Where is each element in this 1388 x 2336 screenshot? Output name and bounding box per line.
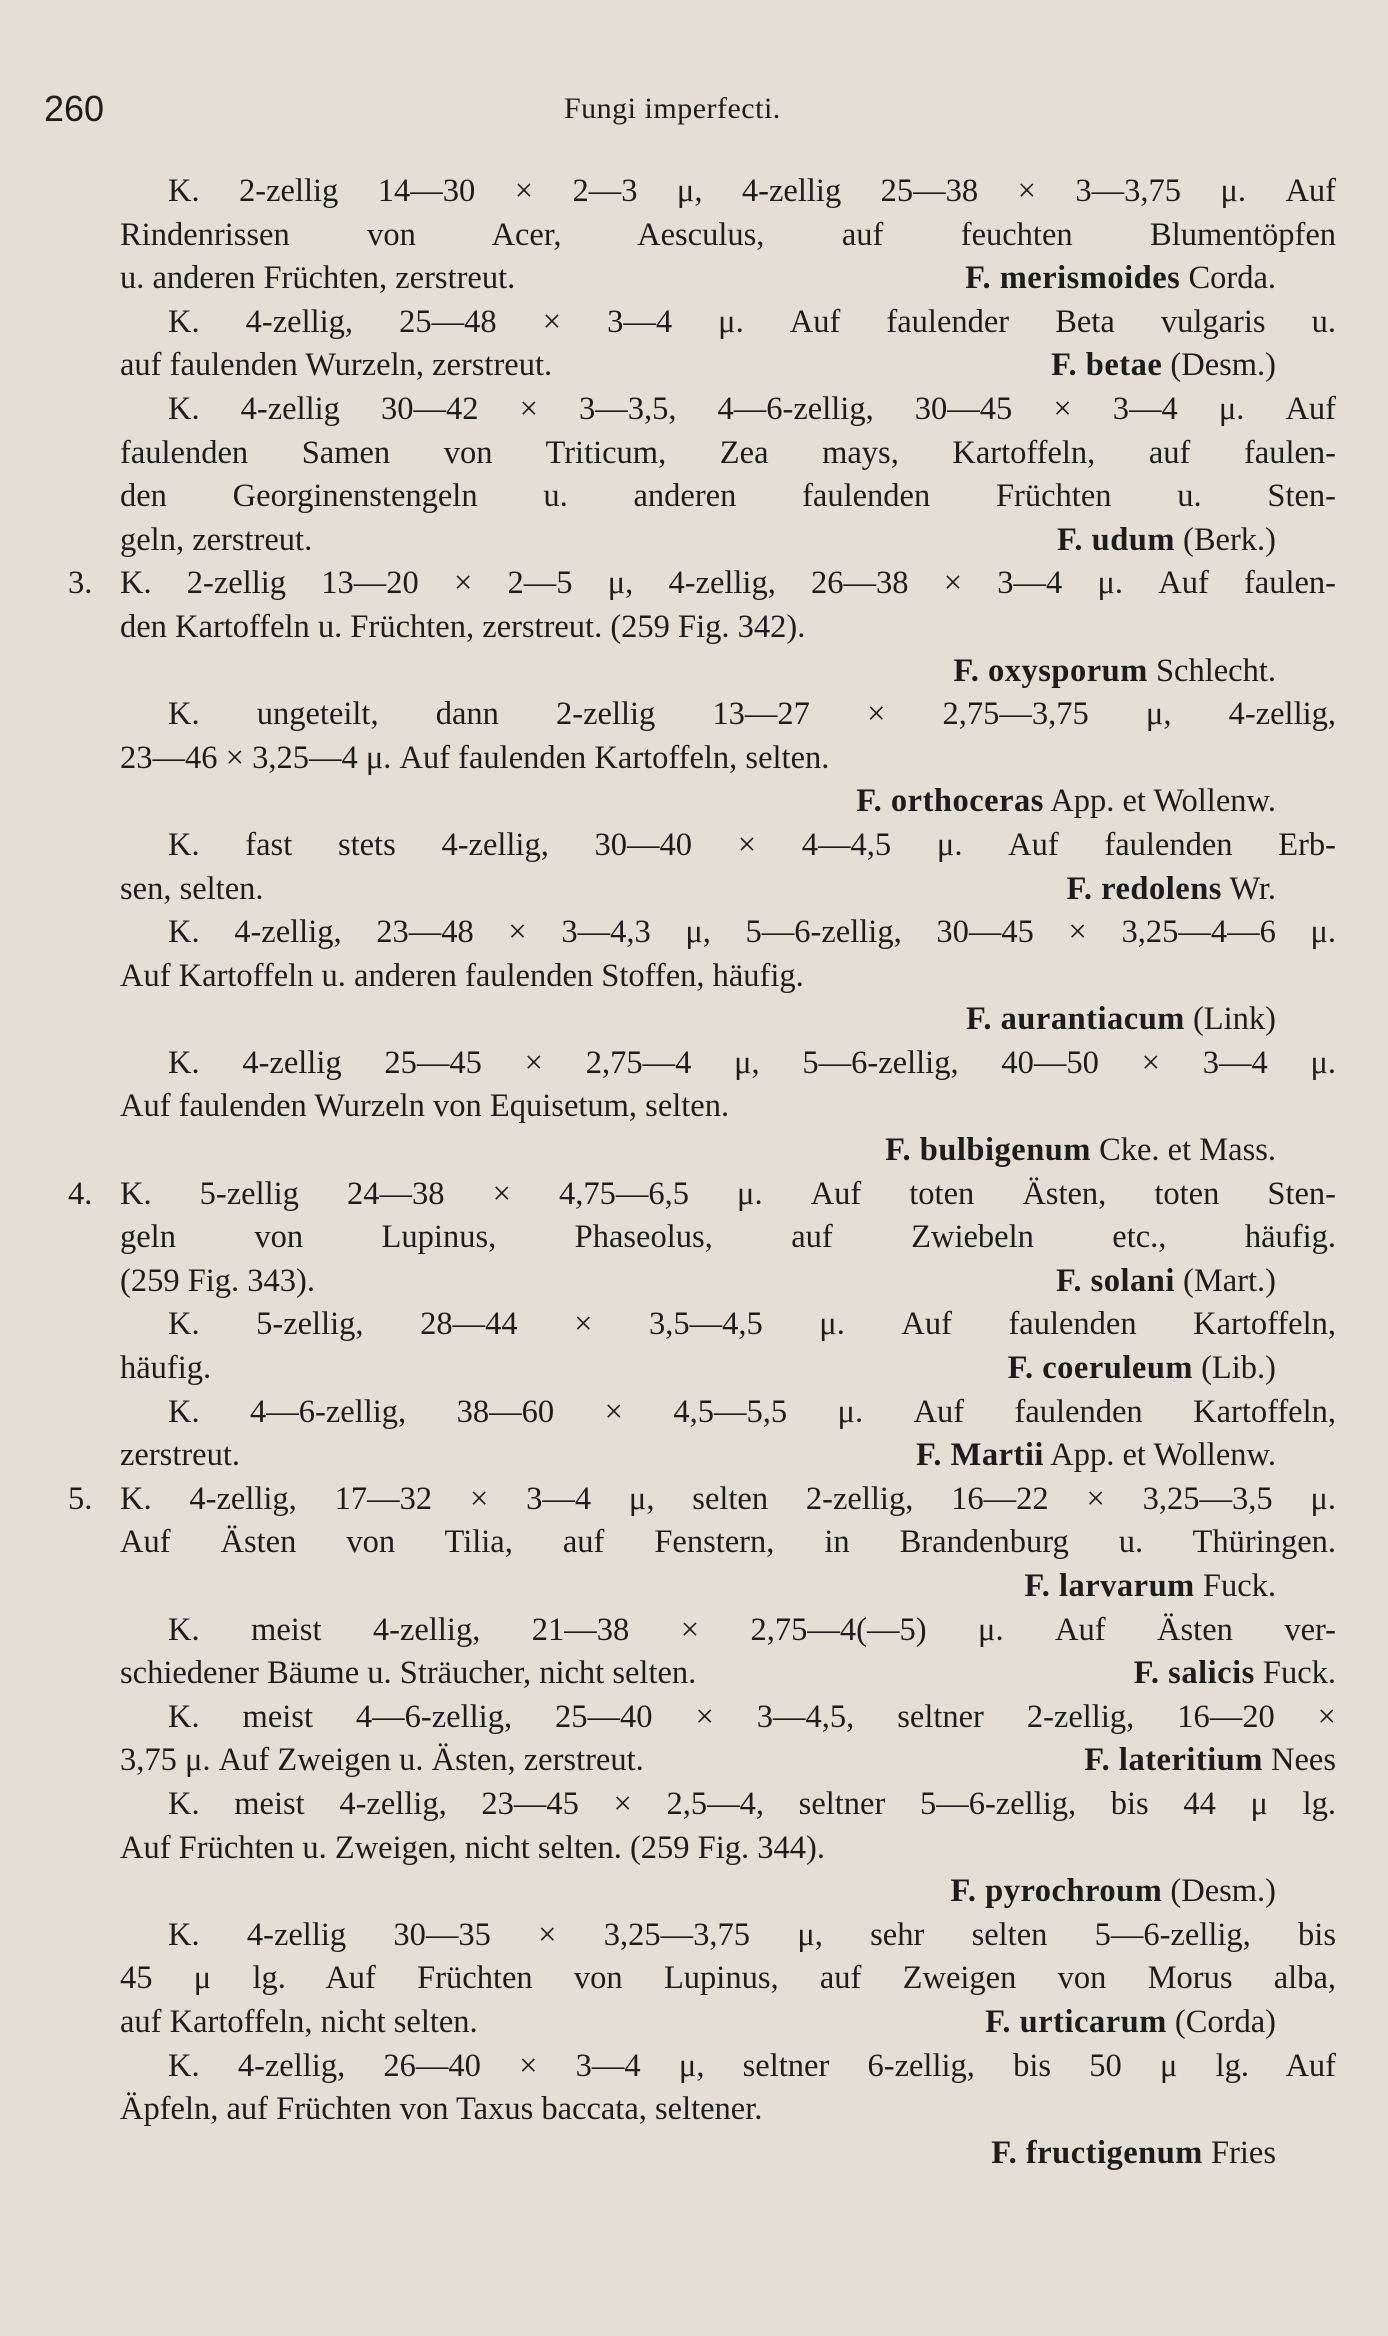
species-citation — [985, 2001, 1336, 2045]
line-text: K. 5-zellig, 28—44 × 3,5—4,5 μ. Auf faulenden Kartoffeln, — [168, 1306, 1336, 1343]
line-text: 23—46 × 3,25—4 μ. Auf faulenden Kartoffeln, selten. — [120, 739, 830, 776]
species-citation — [1084, 1739, 1336, 1783]
text-line — [120, 868, 1336, 912]
text-line — [120, 824, 1336, 868]
text-line — [120, 1129, 1336, 1173]
key-number: 4. — [68, 1175, 93, 1212]
species-author: App. et Wollenw. — [1043, 783, 1276, 820]
species-author: (Desm.) — [1162, 347, 1276, 384]
text-line — [120, 388, 1336, 432]
species-citation — [1051, 344, 1336, 388]
text-line — [120, 1391, 1336, 1435]
text-line — [120, 1783, 1336, 1827]
text-line — [120, 1565, 1336, 1609]
line-text: häufig. — [120, 1350, 212, 1387]
species-citation — [1008, 1347, 1336, 1391]
species-citation — [916, 1434, 1336, 1478]
line-text: K. 4-zellig, 25—48 × 3—4 μ. Auf faulender Beta vulgaris u. — [168, 303, 1336, 340]
species-author: (Lib.) — [1192, 1350, 1276, 1387]
line-text: K. 5-zellig 24—38 × 4,75—6,5 μ. Auf toten Ästen, toten Sten- — [120, 1175, 1336, 1212]
species-author: Wr. — [1221, 870, 1276, 907]
text-line — [120, 1042, 1336, 1086]
species-author: (Corda) — [1166, 2003, 1276, 2040]
line-text: den Kartoffeln u. Früchten, zerstreut. (259 Fig. 342). — [120, 608, 806, 645]
text-line — [120, 1652, 1336, 1696]
species-name: F. udum — [1057, 521, 1175, 558]
text-line — [120, 911, 1336, 955]
species-author: (Mart.) — [1174, 1262, 1276, 1299]
text-line — [120, 1085, 1336, 1129]
key-number: 5. — [68, 1480, 93, 1517]
species-author: (Desm.) — [1162, 1873, 1276, 1910]
species-name: F. bulbigenum — [885, 1132, 1091, 1169]
line-text: schiedener Bäume u. Sträucher, nicht selten. — [120, 1655, 697, 1692]
species-citation — [951, 1873, 1277, 1909]
text-line — [120, 519, 1336, 563]
species-name: F. oxysporum — [953, 652, 1148, 689]
text-line — [120, 737, 1336, 781]
text-line — [120, 2001, 1336, 2045]
line-text: K. meist 4-zellig, 23—45 × 2,5—4, seltner 5—6-zellig, bis 44 μ lg. — [168, 1785, 1336, 1822]
text-line — [120, 955, 1336, 999]
line-text: Äpfeln, auf Früchten von Taxus baccata, seltener. — [120, 2091, 763, 2128]
line-text: K. meist 4-zellig, 21—38 × 2,75—4(—5) μ. Auf Ästen ver- — [168, 1611, 1336, 1648]
text-line — [120, 1827, 1336, 1871]
species-author: Fuck. — [1194, 1568, 1276, 1604]
species-citation — [991, 2135, 1276, 2171]
line-text: auf Kartoffeln, nicht selten. — [120, 2003, 478, 2040]
species-citation — [856, 783, 1276, 819]
line-text: K. meist 4—6-zellig, 25—40 × 3—4,5, seltner 2-zellig, 16—20 × — [168, 1698, 1336, 1735]
line-text: sen, selten. — [120, 870, 264, 907]
line-text: Rindenrissen von Acer, Aesculus, auf feuchten Blumentöpfen — [120, 216, 1336, 253]
text-line — [120, 650, 1336, 694]
text-line — [120, 1260, 1336, 1304]
line-text: geln, zerstreut. — [120, 521, 313, 558]
text-line — [120, 1696, 1336, 1740]
species-name: F. fructigenum — [991, 2134, 1203, 2171]
text-line — [120, 1347, 1336, 1391]
species-author: (Berk.) — [1174, 521, 1276, 558]
species-name: F. merismoides — [965, 260, 1181, 297]
species-author: Corda. — [1180, 260, 1276, 297]
species-name: F. betae — [1051, 347, 1163, 384]
species-citation — [1067, 868, 1336, 912]
line-text: K. ungeteilt, dann 2-zellig 13—27 × 2,75—3,75 μ, 4-zellig, — [168, 696, 1336, 733]
line-text: 45 μ lg. Auf Früchten von Lupinus, auf Zweigen von Morus alba, — [120, 1960, 1336, 1997]
species-name: F. coeruleum — [1007, 1350, 1193, 1387]
page-number: 260 — [44, 88, 105, 129]
line-text: Auf Kartoffeln u. anderen faulenden Stoffen, häufig. — [120, 957, 804, 994]
text-line — [120, 606, 1336, 650]
line-text: K. 4-zellig, 23—48 × 3—4,3 μ, 5—6-zellig, 30—45 × 3,25—4—6 μ. — [168, 914, 1336, 951]
species-citation — [966, 1001, 1276, 1037]
line-text: zerstreut. — [120, 1437, 241, 1474]
text-line — [120, 693, 1336, 737]
species-citation — [953, 653, 1276, 689]
species-author: (Link) — [1184, 1001, 1276, 1038]
text-line — [120, 2132, 1336, 2176]
species-citation — [885, 1132, 1276, 1168]
species-name: F. urticarum — [985, 2003, 1167, 2040]
line-text: K. 4-zellig 30—42 × 3—3,5, 4—6-zellig, 30—45 × 3—4 μ. Auf — [168, 390, 1336, 427]
text-line — [120, 1434, 1336, 1478]
page-header — [44, 84, 1344, 134]
species-citation — [965, 257, 1336, 301]
line-text: u. anderen Früchten, zerstreut. — [120, 260, 516, 297]
text-line — [120, 1870, 1336, 1914]
line-text: K. 4-zellig, 26—40 × 3—4 μ, seltner 6-zellig, bis 50 μ lg. Auf — [168, 2047, 1336, 2084]
text-line — [120, 1303, 1336, 1347]
text-line — [120, 1609, 1336, 1653]
species-citation — [1024, 1568, 1276, 1604]
key-number: 3. — [68, 565, 93, 602]
line-text: K. 2-zellig 14—30 × 2—3 μ, 4-zellig 25—38 × 3—3,75 μ. Auf — [168, 173, 1336, 209]
species-name: F. orthoceras — [856, 783, 1044, 820]
line-text: K. fast stets 4-zellig, 30—40 × 4—4,5 μ. Auf faulenden Erb- — [168, 826, 1336, 863]
text-line — [120, 301, 1336, 345]
text-line — [120, 344, 1336, 388]
text-line — [120, 432, 1336, 476]
running-title: Fungi imperfecti. — [564, 92, 781, 125]
text-line — [120, 1914, 1336, 1958]
text-line — [68, 1173, 1336, 1217]
text-line — [120, 780, 1336, 824]
line-text: K. 2-zellig 13—20 × 2—5 μ, 4-zellig, 26—38 × 3—4 μ. Auf faulen- — [120, 565, 1336, 602]
line-text: auf faulenden Wurzeln, zerstreut. — [120, 347, 553, 384]
line-text: (259 Fig. 343). — [120, 1262, 315, 1299]
key-text — [68, 170, 1336, 2175]
species-author: Cke. et Mass. — [1090, 1132, 1276, 1169]
text-line — [120, 2088, 1336, 2132]
species-name: F. redolens — [1066, 870, 1222, 907]
line-text: geln von Lupinus, Phaseolus, auf Zwiebeln etc., häufig. — [120, 1219, 1336, 1256]
species-author: Nees — [1262, 1742, 1336, 1779]
line-text: faulenden Samen von Triticum, Zea mays, Kartoffeln, auf faulen- — [120, 434, 1336, 471]
line-text: Auf Ästen von Tilia, auf Fenstern, in Brandenburg u. Thüringen. — [120, 1524, 1336, 1561]
species-author: Fuck. — [1254, 1655, 1336, 1692]
species-name: F. lateritium — [1084, 1742, 1263, 1779]
species-citation — [1134, 1652, 1336, 1696]
species-author: Fries — [1202, 2134, 1276, 2171]
species-citation — [1057, 519, 1336, 563]
species-name: F. salicis — [1133, 1655, 1255, 1692]
text-line — [120, 1216, 1336, 1260]
text-line — [68, 1478, 1336, 1522]
text-line — [68, 562, 1336, 606]
line-text: Auf Früchten u. Zweigen, nicht selten. (259 Fig. 344). — [120, 1829, 825, 1866]
species-author: App. et Wollenw. — [1043, 1437, 1276, 1474]
species-citation — [1056, 1260, 1336, 1304]
line-text: K. 4-zellig, 17—32 × 3—4 μ, selten 2-zellig, 16—22 × 3,25—3,5 μ. — [120, 1480, 1336, 1517]
text-line — [120, 1739, 1336, 1783]
text-line — [120, 214, 1336, 258]
text-line — [120, 998, 1336, 1042]
line-text: K. 4-zellig 30—35 × 3,25—3,75 μ, sehr selten 5—6-zellig, bis — [168, 1916, 1336, 1953]
species-name: F. larvarum — [1024, 1568, 1195, 1604]
line-text: K. 4-zellig 25—45 × 2,75—4 μ, 5—6-zellig, 40—50 × 3—4 μ. — [168, 1044, 1336, 1081]
line-text: K. 4—6-zellig, 38—60 × 4,5—5,5 μ. Auf faulenden Kartoffeln, — [168, 1393, 1336, 1430]
species-author: Schlecht. — [1147, 652, 1276, 689]
species-name: F. Martii — [916, 1437, 1044, 1474]
species-name: F. pyrochroum — [950, 1873, 1163, 1910]
text-line — [120, 2045, 1336, 2089]
line-text: Auf faulenden Wurzeln von Equisetum, selten. — [120, 1088, 730, 1125]
text-line — [120, 170, 1336, 214]
text-line — [120, 1521, 1336, 1565]
species-name: F. solani — [1056, 1262, 1175, 1299]
text-line — [120, 475, 1336, 519]
species-name: F. aurantiacum — [965, 1001, 1185, 1038]
text-line — [120, 257, 1336, 301]
line-text: den Georginenstengeln u. anderen faulenden Früchten u. Sten- — [120, 478, 1336, 515]
text-line — [120, 1957, 1336, 2001]
line-text: 3,75 μ. Auf Zweigen u. Ästen, zerstreut. — [120, 1742, 644, 1779]
